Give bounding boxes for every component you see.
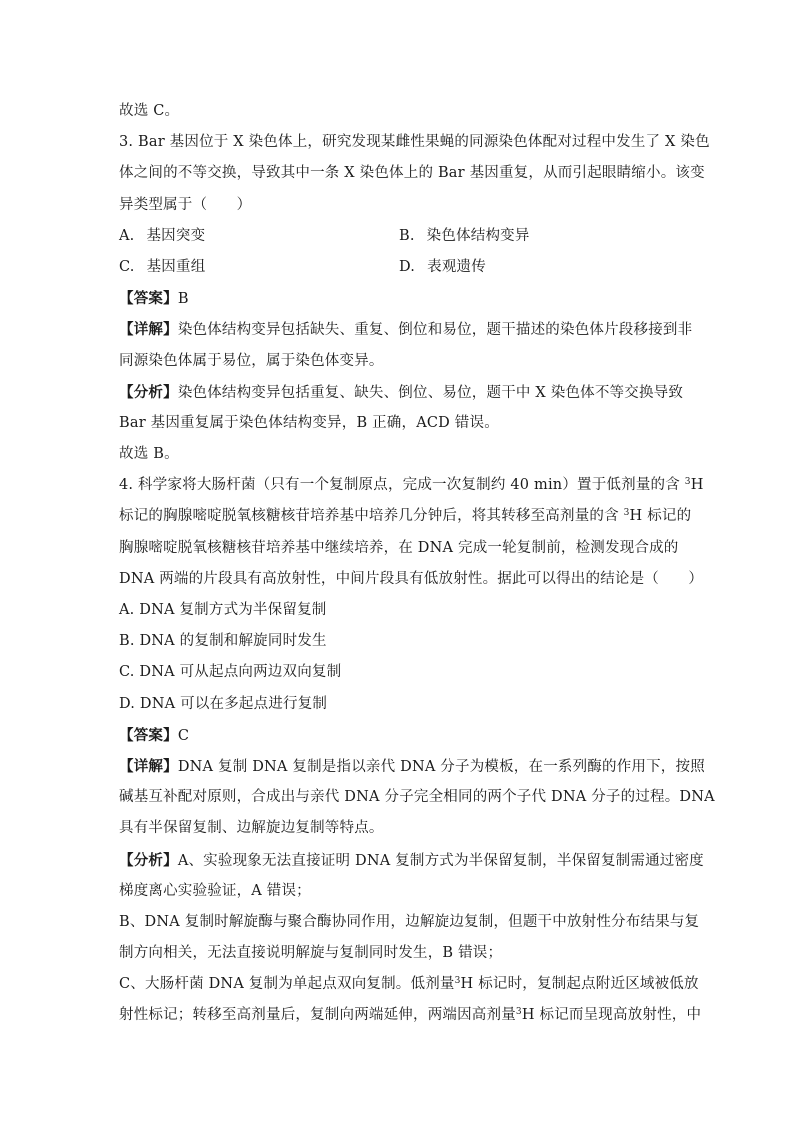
q4-stem-line-4: DNA 两端的片段具有高放射性，中间片段具有低放射性。据此可以得出的结论是（ ） (119, 570, 704, 587)
q4-analysis-c-line-1-text: C、大肠杆菌 DNA 复制为单起点双向复制。低剂量 (119, 976, 455, 993)
q4-answer-tag: 【答案】 (119, 726, 178, 744)
q3-detail-tag: 【详解】 (119, 321, 178, 339)
q3-detail-line-1 (119, 314, 693, 345)
q4-detail-line-1 (119, 751, 705, 782)
q3-stem-line-2: 体之间的不等交换，导致其中一条 X 染色体上的 Bar 基因重复，从而引起眼睛缩小。该变 (119, 165, 705, 182)
q4-analysis-c-line-2 (119, 1000, 702, 1031)
q4-option-c: C. DNA 可从起点向两边双向复制 (119, 664, 342, 681)
q3-option-a-letter: A. (119, 227, 135, 244)
q3-option-b-letter: B. (399, 227, 415, 244)
q3-answer-value: B (177, 291, 189, 308)
q4-stem-line-2-text: 标记的胸腺嘧啶脱氧核糖核苷培养基中培养几分钟后，将其转移至高剂量的含 (119, 508, 624, 525)
q3-detail-text-1: 染色体结构变异包括缺失、重复、倒位和易位，题干描述的染色体片段移接到非 (177, 322, 693, 339)
q4-stem-line-1 (119, 470, 704, 501)
q4-analysis-line-1 (119, 845, 704, 876)
q4-analysis-c-line-2-text: 射性标记；转移至高剂量后，复制向两端延伸，两端因高剂量 (119, 1007, 516, 1024)
q4-answer-value: C (177, 727, 190, 744)
q3-stem-line-3: 异类型属于（ ） (119, 196, 252, 213)
q3-options-row-1 (119, 221, 679, 252)
q3-option-c-letter: C. (119, 258, 135, 275)
q4-detail-tag: 【详解】 (119, 757, 178, 775)
q3-conclusion: 故选 B。 (119, 446, 179, 463)
q3-option-a (119, 221, 399, 252)
q3-analysis-tag: 【分析】 (119, 383, 178, 401)
q4-option-b: B. DNA 的复制和解旋同时发生 (119, 633, 327, 650)
q4-analysis-c-line-2-sup: 3 (515, 1007, 522, 1018)
q3-options-row-2 (119, 252, 679, 283)
q4-analysis-c-line-1-tail: H 标记时，复制起点附近区域被低放 (460, 976, 699, 993)
q4-stem-line-2-sup: 3 (623, 508, 630, 519)
q4-detail-line-3: 具有半保留复制、边解旋边复制等特点。 (119, 820, 384, 837)
q3-stem-line-1: 3. Bar 基因位于 X 染色体上，研究发现某雌性果蝇的同源染色体配对过程中发生了 X 染色 (119, 134, 710, 151)
q3-analysis-line-1 (119, 377, 684, 408)
q4-stem-line-1-text: 4. 科学家将大肠杆菌（只有一个复制原点，完成一次复制约 40 min）置于低剂量的含 (119, 477, 685, 494)
q4-stem-line-1-sup: 3 (684, 477, 691, 488)
q3-option-d-text: 表观遗传 (427, 258, 486, 275)
q4-answer (119, 720, 679, 751)
q4-analysis-line-2: 梯度离心实验验证，A 错误； (119, 882, 311, 899)
q4-analysis-c-line-2-tail: H 标记而呈现高放射性，中 (521, 1007, 702, 1024)
q4-stem-line-3: 胸腺嘧啶脱氧核糖核苷培养基中继续培养，在 DNA 完成一轮复制前，检测发现合成的 (119, 539, 679, 556)
q4-analysis-c-line-1-sup: 3 (454, 976, 461, 987)
q4-analysis-c-line-1 (119, 969, 699, 1000)
q4-analysis-line-3: B、DNA 复制时解旋酶与聚合酶协同作用，边解旋边复制，但题干中放射性分布结果与复 (119, 913, 700, 930)
q3-answer-tag: 【答案】 (119, 290, 178, 308)
page-content (119, 96, 715, 1032)
q2-conclusion: 故选 C。 (119, 103, 180, 119)
q4-stem-line-2-tail: H 标记的 (629, 508, 692, 525)
q4-analysis-line-4: 制方向相关，无法直接说明解旋与复制同时发生，B 错误； (119, 945, 503, 962)
q4-detail-line-2: 碱基互补配对原则，合成出与亲代 DNA 分子完全相同的两个子代 DNA 分子的过程。DNA (119, 789, 715, 806)
q3-option-b-text: 染色体结构变异 (426, 227, 530, 244)
q3-option-c (119, 252, 399, 283)
q4-option-d: D. DNA 可以在多起点进行复制 (119, 695, 328, 712)
q4-detail-text-1: DNA 复制 DNA 复制是指以亲代 DNA 分子为模板，在一系列酶的作用下，按照 (177, 758, 705, 775)
q3-answer (119, 283, 679, 314)
q3-analysis-text-1: 染色体结构变异包括重复、缺失、倒位、易位，题干中 X 染色体不等交换导致 (177, 384, 684, 401)
q3-analysis-line-2: Bar 基因重复属于染色体结构变异，B 正确，ACD 错误。 (119, 414, 499, 431)
q4-stem-line-1-tail: H (690, 477, 704, 494)
q3-detail-line-2: 同源染色体属于易位，属于染色体变异。 (119, 352, 384, 369)
q4-analysis-text-1: A、实验现象无法直接证明 DNA 复制方式为半保留复制，半保留复制需通过密度 (177, 852, 704, 869)
q3-option-d (399, 252, 679, 283)
q3-option-b (399, 221, 679, 252)
q4-option-a: A. DNA 复制方式为半保留复制 (119, 602, 327, 618)
q4-analysis-tag: 【分析】 (119, 851, 178, 869)
q3-option-d-letter: D. (399, 258, 416, 275)
q3-option-a-text: 基因突变 (146, 227, 206, 244)
q3-option-c-text: 基因重组 (146, 258, 206, 275)
q4-stem-line-2 (119, 501, 692, 532)
